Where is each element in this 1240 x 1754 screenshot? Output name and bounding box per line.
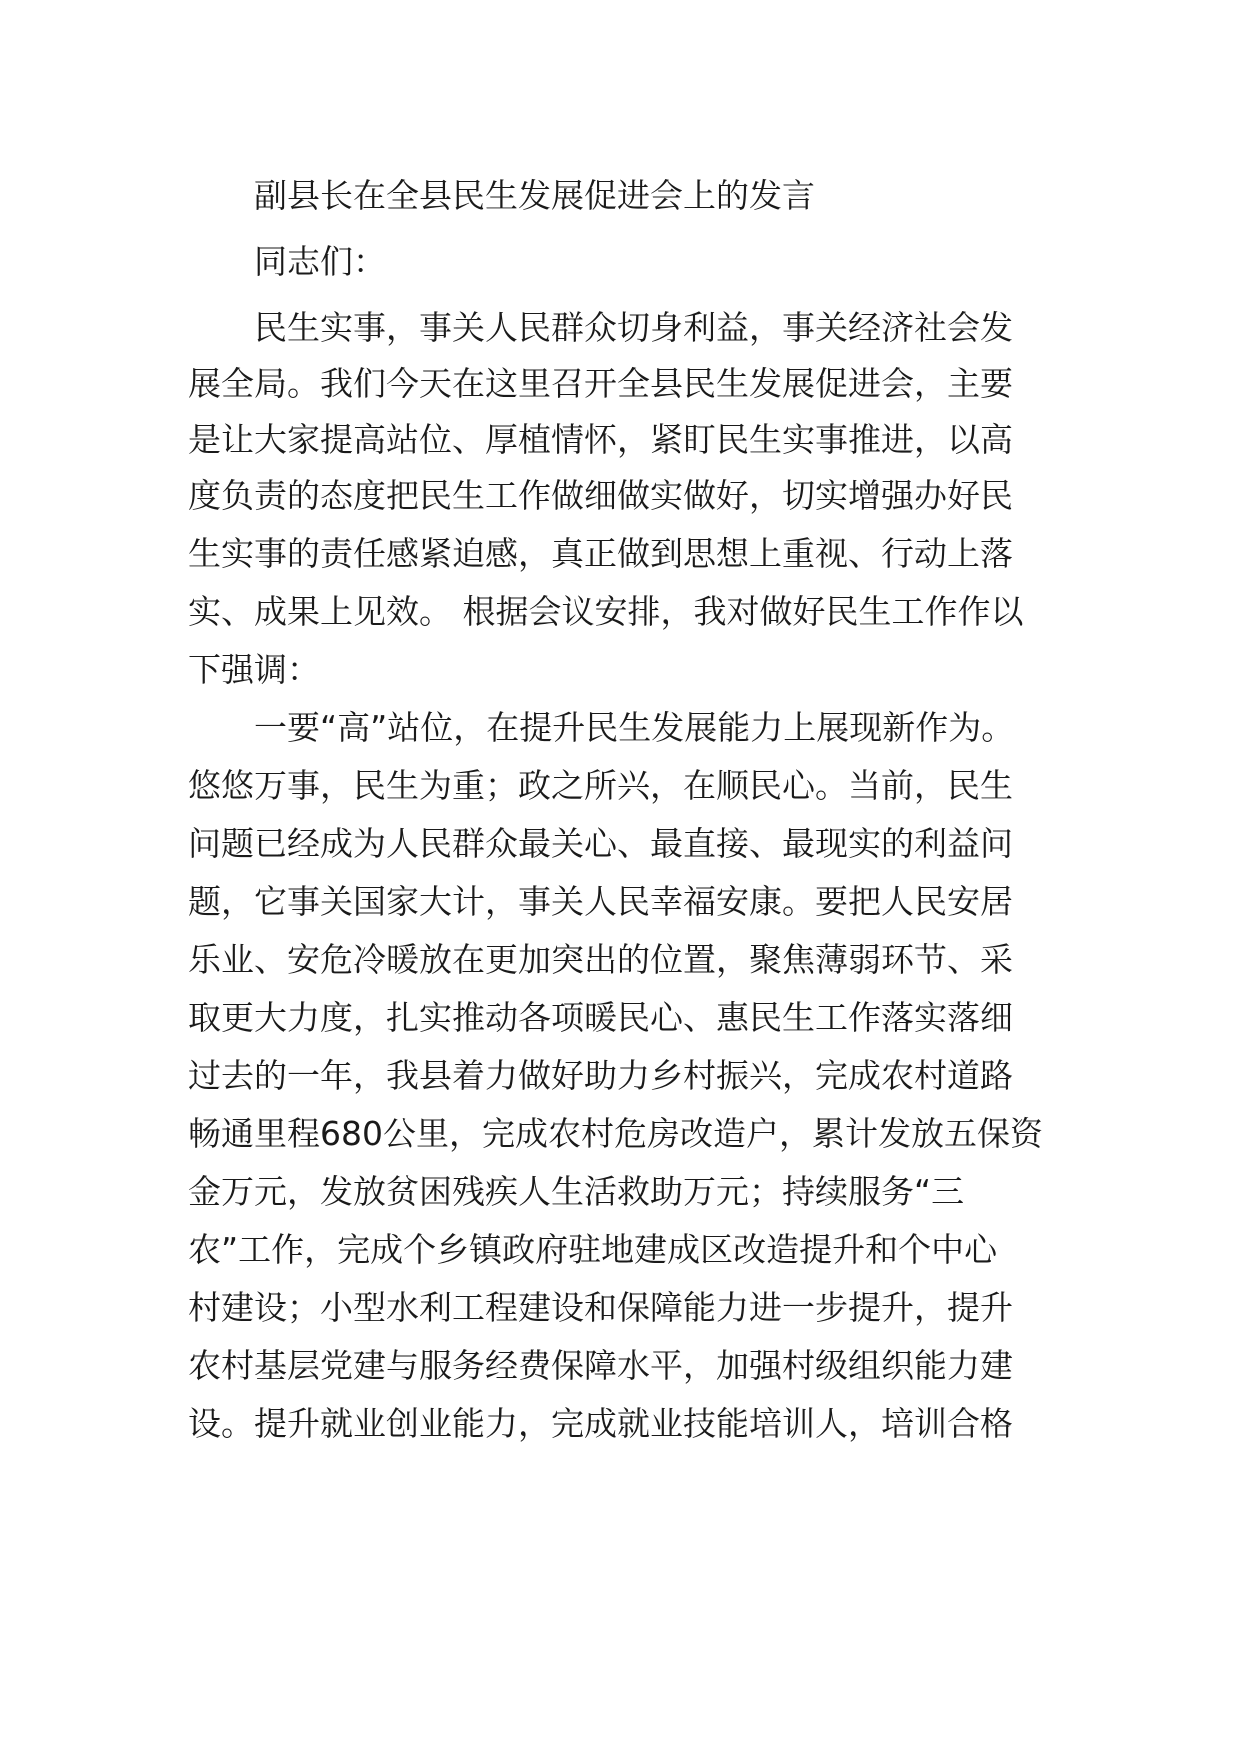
body-line: 设。提升就业创业能力，完成就业技能培训人，培训合格: [188, 1404, 1013, 1443]
body-line: 度负责的态度把民生工作做细做实做好，切实增强办好民: [188, 476, 1013, 515]
body-line: 实、成果上见效。 根据会议安排，我对做好民生工作作以: [188, 592, 1024, 631]
body-line: 问题已经成为人民群众最关心、最直接、最现实的利益问: [188, 824, 1013, 863]
body-line: 取更大力度，扎实推动各项暖民心、惠民生工作落实落细: [188, 998, 1013, 1037]
body-line: 民生实事，事关人民群众切身利益，事关经济社会发: [254, 308, 1013, 347]
body-line: 金万元，发放贫困残疾人生活救助万元；持续服务“三: [188, 1172, 965, 1211]
body-line: 农”工作，完成个乡镇政府驻地建成区改造提升和个中心: [188, 1230, 998, 1269]
body-line: 题，它事关国家大计，事关人民幸福安康。要把人民安居: [188, 882, 1013, 921]
body-line: 过去的一年，我县着力做好助力乡村振兴，完成农村道路: [188, 1056, 1013, 1095]
document-title: 副县长在全县民生发展促进会上的发言: [254, 176, 815, 215]
body-line: 展全局。我们今天在这里召开全县民生发展促进会，主要: [188, 364, 1013, 403]
body-line: 村建设；小型水利工程建设和保障能力进一步提升，提升: [188, 1288, 1013, 1327]
body-line: 畅通里程680公里，完成农村危房改造户，累计发放五保资: [188, 1114, 1043, 1153]
body-line: 农村基层党建与服务经费保障水平，加强村级组织能力建: [188, 1346, 1013, 1385]
body-line: 生实事的责任感紧迫感，真正做到思想上重视、行动上落: [188, 534, 1013, 573]
body-line: 乐业、安危冷暖放在更加突出的位置，聚焦薄弱环节、采: [188, 940, 1013, 979]
salutation: 同志们：: [254, 242, 386, 281]
body-line: 是让大家提高站位、厚植情怀，紧盯民生实事推进，以高: [188, 420, 1013, 459]
body-line: 下强调：: [188, 650, 320, 689]
body-line: 悠悠万事，民生为重；政之所兴，在顺民心。当前，民生: [188, 766, 1013, 805]
body-line: 一要“高”站位，在提升民生发展能力上展现新作为。: [254, 708, 1015, 747]
